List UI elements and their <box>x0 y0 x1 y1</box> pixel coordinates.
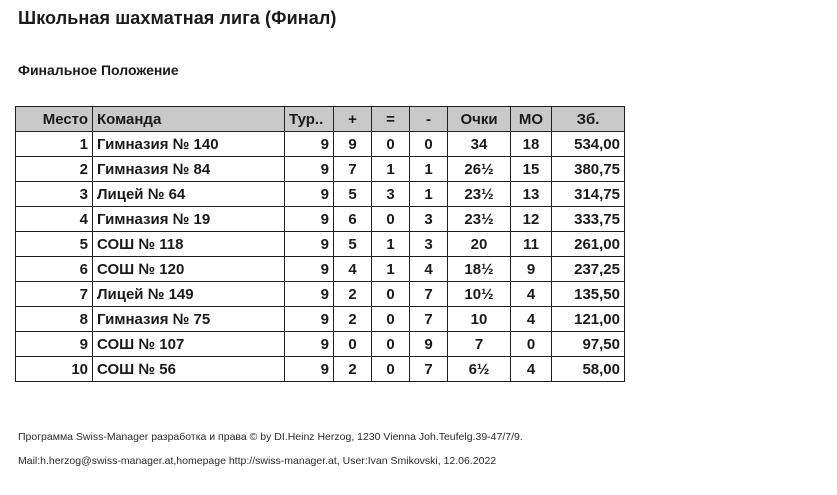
cell-draws: 3 <box>372 182 410 207</box>
cell-mo: 4 <box>511 307 552 332</box>
cell-wins: 2 <box>334 282 372 307</box>
cell-points: 18½ <box>448 257 511 282</box>
cell-rounds: 9 <box>285 232 334 257</box>
cell-losses: 7 <box>410 307 448 332</box>
cell-rounds: 9 <box>285 332 334 357</box>
cell-points: 6½ <box>448 357 511 382</box>
cell-rounds: 9 <box>285 182 334 207</box>
cell-losses: 9 <box>410 332 448 357</box>
header-tiebreak: Зб. <box>552 107 625 132</box>
cell-team: СОШ № 118 <box>93 232 285 257</box>
cell-points: 10 <box>448 307 511 332</box>
cell-tiebreak: 314,75 <box>552 182 625 207</box>
cell-team: СОШ № 120 <box>93 257 285 282</box>
cell-mo: 18 <box>511 132 552 157</box>
cell-tiebreak: 237,25 <box>552 257 625 282</box>
cell-draws: 0 <box>372 307 410 332</box>
cell-place: 4 <box>16 207 93 232</box>
table-body <box>16 132 625 382</box>
cell-mo: 12 <box>511 207 552 232</box>
table-row <box>16 232 625 257</box>
cell-place: 9 <box>16 332 93 357</box>
cell-mo: 4 <box>511 282 552 307</box>
cell-tiebreak: 135,50 <box>552 282 625 307</box>
cell-wins: 2 <box>334 307 372 332</box>
header-team: Команда <box>93 107 285 132</box>
cell-rounds: 9 <box>285 257 334 282</box>
cell-points: 20 <box>448 232 511 257</box>
cell-place: 1 <box>16 132 93 157</box>
cell-place: 5 <box>16 232 93 257</box>
cell-wins: 6 <box>334 207 372 232</box>
cell-tiebreak: 380,75 <box>552 157 625 182</box>
cell-points: 7 <box>448 332 511 357</box>
cell-wins: 4 <box>334 257 372 282</box>
cell-team: Гимназия № 140 <box>93 132 285 157</box>
table-row <box>16 207 625 232</box>
section-subtitle: Финальное Положение <box>18 62 179 78</box>
cell-losses: 1 <box>410 182 448 207</box>
cell-losses: 0 <box>410 132 448 157</box>
cell-wins: 2 <box>334 357 372 382</box>
cell-draws: 0 <box>372 357 410 382</box>
cell-place: 7 <box>16 282 93 307</box>
cell-place: 6 <box>16 257 93 282</box>
cell-place: 2 <box>16 157 93 182</box>
cell-rounds: 9 <box>285 207 334 232</box>
cell-rounds: 9 <box>285 307 334 332</box>
cell-points: 26½ <box>448 157 511 182</box>
header-wins: + <box>334 107 372 132</box>
cell-rounds: 9 <box>285 357 334 382</box>
table-row <box>16 307 625 332</box>
cell-team: СОШ № 56 <box>93 357 285 382</box>
cell-wins: 7 <box>334 157 372 182</box>
cell-rounds: 9 <box>285 132 334 157</box>
cell-tiebreak: 333,75 <box>552 207 625 232</box>
cell-mo: 4 <box>511 357 552 382</box>
cell-losses: 1 <box>410 157 448 182</box>
cell-draws: 1 <box>372 157 410 182</box>
cell-place: 8 <box>16 307 93 332</box>
cell-draws: 0 <box>372 332 410 357</box>
cell-mo: 15 <box>511 157 552 182</box>
cell-tiebreak: 534,00 <box>552 132 625 157</box>
cell-team: Гимназия № 75 <box>93 307 285 332</box>
footer-contact: Mail:h.herzog@swiss-manager.at,homepage http://swiss-manager.at, User:Ivan Smikovski, 12.06.2022 <box>18 455 497 467</box>
header-draws: = <box>372 107 410 132</box>
cell-mo: 11 <box>511 232 552 257</box>
header-points: Очки <box>448 107 511 132</box>
header-losses: - <box>410 107 448 132</box>
cell-rounds: 9 <box>285 157 334 182</box>
cell-losses: 7 <box>410 282 448 307</box>
standings-table <box>15 106 625 382</box>
cell-points: 23½ <box>448 182 511 207</box>
cell-draws: 1 <box>372 232 410 257</box>
cell-team: Гимназия № 19 <box>93 207 285 232</box>
cell-place: 10 <box>16 357 93 382</box>
table-row <box>16 182 625 207</box>
cell-team: Гимназия № 84 <box>93 157 285 182</box>
cell-team: СОШ № 107 <box>93 332 285 357</box>
cell-draws: 0 <box>372 282 410 307</box>
cell-tiebreak: 121,00 <box>552 307 625 332</box>
table-row <box>16 357 625 382</box>
header-place: Место <box>16 107 93 132</box>
header-rounds: Тур.. <box>285 107 334 132</box>
table-row <box>16 282 625 307</box>
cell-draws: 0 <box>372 207 410 232</box>
cell-mo: 9 <box>511 257 552 282</box>
cell-wins: 5 <box>334 232 372 257</box>
page-title: Школьная шахматная лига (Финал) <box>18 8 337 28</box>
header-mo: МО <box>511 107 552 132</box>
cell-team: Лицей № 149 <box>93 282 285 307</box>
cell-losses: 3 <box>410 207 448 232</box>
table-header-row <box>16 107 625 132</box>
cell-points: 34 <box>448 132 511 157</box>
cell-tiebreak: 97,50 <box>552 332 625 357</box>
cell-wins: 9 <box>334 132 372 157</box>
cell-losses: 3 <box>410 232 448 257</box>
cell-draws: 0 <box>372 132 410 157</box>
footer-copyright: Программа Swiss-Manager разработка и права © by DI.Heinz Herzog, 1230 Vienna Joh.Teufelg.39-47/7/9. <box>18 431 523 443</box>
cell-mo: 13 <box>511 182 552 207</box>
cell-losses: 4 <box>410 257 448 282</box>
cell-tiebreak: 261,00 <box>552 232 625 257</box>
cell-wins: 0 <box>334 332 372 357</box>
cell-place: 3 <box>16 182 93 207</box>
cell-draws: 1 <box>372 257 410 282</box>
cell-tiebreak: 58,00 <box>552 357 625 382</box>
table-row <box>16 257 625 282</box>
cell-mo: 0 <box>511 332 552 357</box>
table-row <box>16 157 625 182</box>
cell-points: 23½ <box>448 207 511 232</box>
cell-team: Лицей № 64 <box>93 182 285 207</box>
cell-points: 10½ <box>448 282 511 307</box>
table-row <box>16 132 625 157</box>
cell-losses: 7 <box>410 357 448 382</box>
cell-wins: 5 <box>334 182 372 207</box>
cell-rounds: 9 <box>285 282 334 307</box>
table-row <box>16 332 625 357</box>
